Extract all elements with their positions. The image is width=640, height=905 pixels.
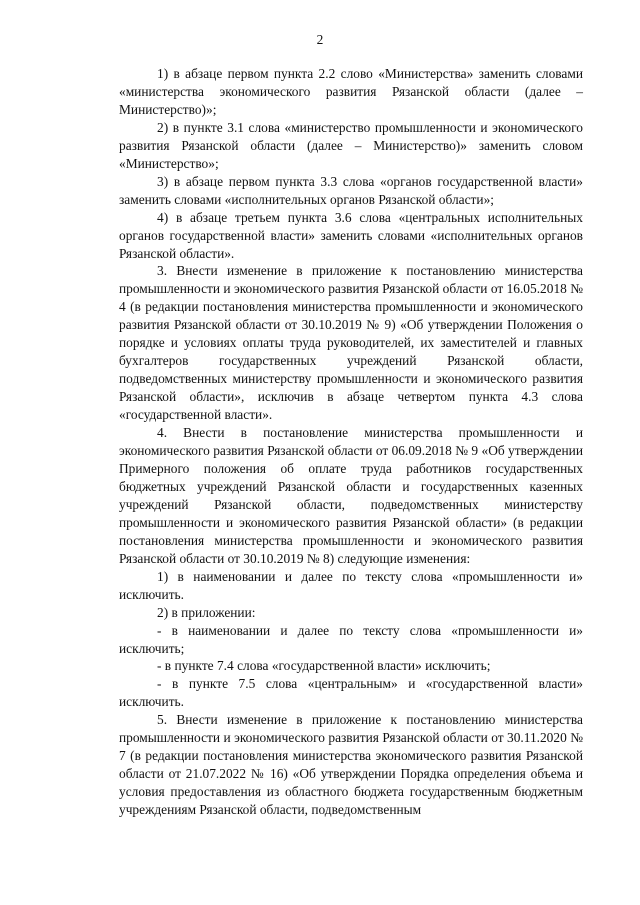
document-body <box>119 65 583 819</box>
paragraph-section-3: 3. Внести изменение в приложение к постановлению министерства промышленности и экономического развития Рязанской области от 16.05.2018 № 4 (в редакции постановления министерства промышленности и экономического развития Рязанской области от 30.10.2019 № 9) «Об утверждении Положения о порядке и условиях оплаты труда руководителей, их заместителей и главных бухгалтеров государственных учреждений Рязанской области, подведомственных министерству промышленности и экономического развития Рязанской области», исключив в абзаце четвертом пункта 4.3 слова «государственной власти». <box>119 263 583 423</box>
paragraph-section-4: 4. Внести в постановление министерства промышленности и экономического развития Рязанской области от 06.09.2018 № 9 «Об утверждении Примерного положения об оплате труда работников государственных бюджетных учреждений Рязанской области и государственных казенных учреждений Рязанской области, подведомственных министерству промышленности и экономического развития Рязанской области» (в редакции постановления министерства промышленности и экономического развития Рязанской области от 30.10.2019 № 8) следующие изменения: <box>119 425 583 566</box>
paragraph-dash-3: - в пункте 7.5 слова «центральным» и «государственной власти» исключить. <box>119 676 583 710</box>
paragraph-item-4: 4) в абзаце третьем пункта 3.6 слова «центральных исполнительных органов государственной власти» заменить словами «исполнительных органов Рязанской области». <box>119 209 583 261</box>
page-number: 2 <box>316 32 324 47</box>
paragraph-subitem-2: 2) в приложении: <box>157 604 256 620</box>
paragraph-dash-2: - в пункте 7.4 слова «государственной власти» исключить; <box>157 658 491 674</box>
paragraph-item-3: 3) в абзаце первом пункта 3.3 слова «органов государственной власти» заменить словами «исполнительных органов Рязанской области»; <box>119 173 583 207</box>
paragraph-item-1: 1) в абзаце первом пункта 2.2 слово «Министерства» заменить словами «министерства экономического развития Рязанской области (далее – Министерство)»; <box>119 66 583 117</box>
paragraph-subitem-1: 1) в наименовании и далее по тексту слова «промышленности и» исключить. <box>119 568 583 602</box>
paragraph-item-2: 2) в пункте 3.1 слова «министерство промышленности и экономического развития Рязанской области (далее – Министерство)» заменить словом «Министерство»; <box>119 119 583 171</box>
paragraph-dash-1: - в наименовании и далее по тексту слова «промышленности и» исключить; <box>119 622 583 656</box>
paragraph-section-5: 5. Внести изменение в приложение к постановлению министерства промышленности и экономического развития Рязанской области от 30.11.2020 № 7 (в редакции постановления министерства экономического развития Рязанской области от 21.07.2022 № 16) «Об утверждении Порядка определения объема и условия предоставления из областного бюджета государственным бюджетным учреждениям Рязанской области, подведомственным <box>119 712 583 818</box>
